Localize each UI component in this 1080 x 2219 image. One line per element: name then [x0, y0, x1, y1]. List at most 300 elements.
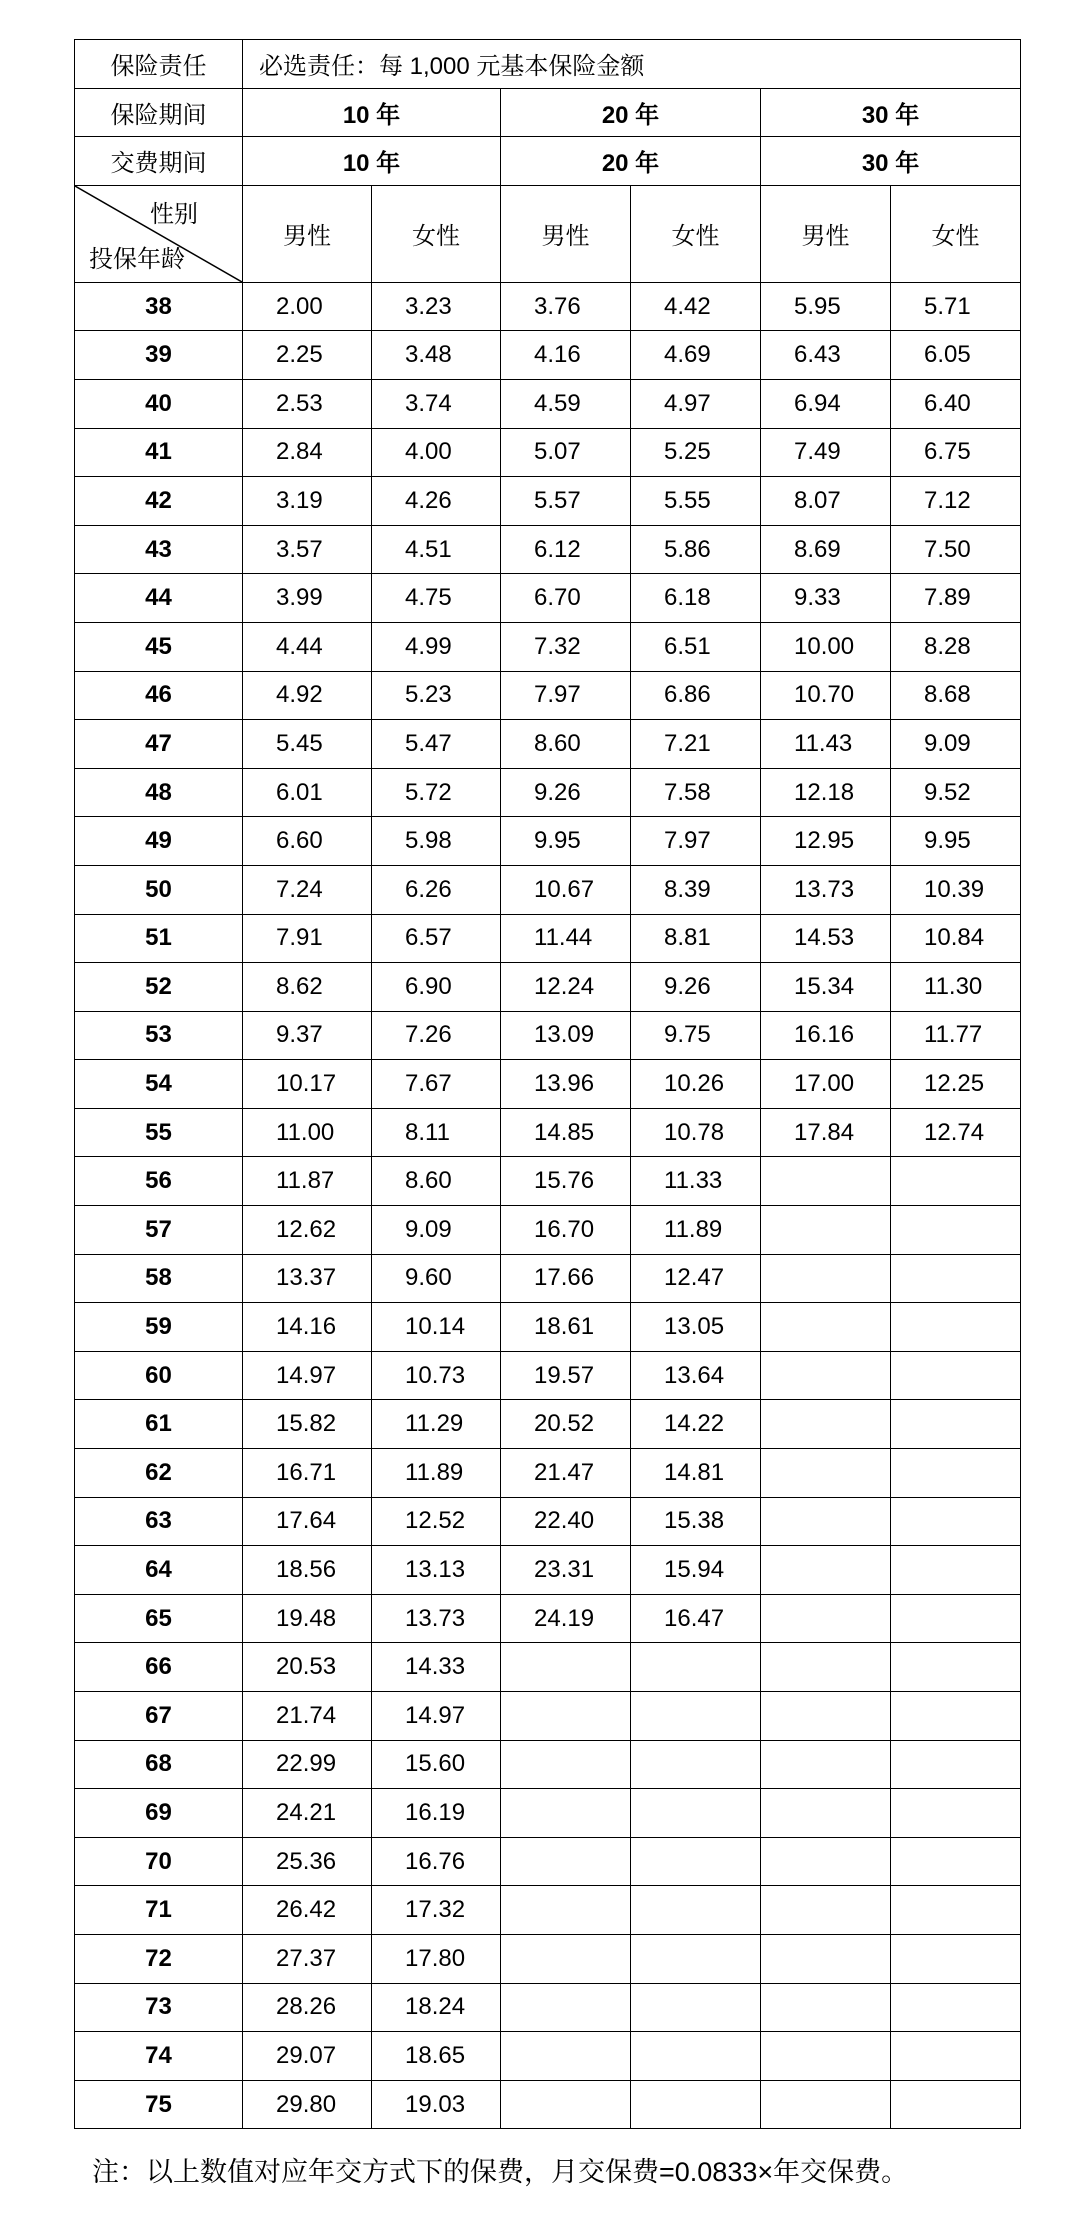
- premium-cell: [891, 1351, 1021, 1400]
- age-cell: 52: [75, 963, 243, 1012]
- coverage-value: 必选责任：每 1,000 元基本保险金额: [243, 40, 1021, 89]
- premium-cell: [631, 1692, 761, 1741]
- age-cell: 68: [75, 1740, 243, 1789]
- age-axis-label: 投保年龄: [89, 245, 185, 273]
- premium-cell: [761, 1546, 891, 1595]
- premium-cell: 6.05: [891, 331, 1021, 380]
- premium-cell: [761, 1643, 891, 1692]
- age-cell: 42: [75, 477, 243, 526]
- premium-cell: 9.75: [631, 1011, 761, 1060]
- premium-cell: [761, 1254, 891, 1303]
- premium-cell: [761, 1351, 891, 1400]
- premium-cell: [501, 1789, 631, 1838]
- premium-cell: 21.47: [501, 1449, 631, 1498]
- age-cell: 64: [75, 1546, 243, 1595]
- premium-cell: 8.60: [501, 720, 631, 769]
- premium-cell: 18.65: [372, 2032, 501, 2081]
- premium-cell: 28.26: [243, 1983, 372, 2032]
- premium-cell: 4.44: [243, 622, 372, 671]
- term-20-header: 20 年: [501, 88, 761, 137]
- premium-cell: [761, 1449, 891, 1498]
- premium-cell: 7.32: [501, 622, 631, 671]
- premium-cell: 9.52: [891, 768, 1021, 817]
- age-cell: 45: [75, 622, 243, 671]
- term-10-header: 10 年: [243, 88, 501, 137]
- premium-cell: 11.44: [501, 914, 631, 963]
- sex-axis-label: 性别: [150, 200, 198, 228]
- premium-cell: 12.74: [891, 1108, 1021, 1157]
- premium-cell: [891, 1497, 1021, 1546]
- table-row: [75, 2032, 1021, 2081]
- premium-cell: [501, 2032, 631, 2081]
- premium-cell: 18.61: [501, 1303, 631, 1352]
- premium-cell: 12.18: [761, 768, 891, 817]
- footnote: 注：以上数值对应年交方式下的保费，月交保费=0.0833×年交保费。: [92, 2157, 909, 2187]
- payment-row: [75, 137, 1021, 186]
- premium-cell: 6.12: [501, 525, 631, 574]
- age-cell: 41: [75, 428, 243, 477]
- premium-cell: 16.71: [243, 1449, 372, 1498]
- age-cell: 75: [75, 2080, 243, 2129]
- premium-cell: 8.69: [761, 525, 891, 574]
- premium-cell: [891, 1546, 1021, 1595]
- table-row: [75, 1060, 1021, 1109]
- premium-cell: 7.50: [891, 525, 1021, 574]
- age-cell: 53: [75, 1011, 243, 1060]
- premium-cell: [631, 1740, 761, 1789]
- premium-cell: [891, 1789, 1021, 1838]
- premium-cell: 5.86: [631, 525, 761, 574]
- premium-cell: [891, 1303, 1021, 1352]
- table-row: [75, 1934, 1021, 1983]
- sex-header-male: 男性: [243, 185, 372, 282]
- premium-cell: [891, 2032, 1021, 2081]
- premium-cell: 26.42: [243, 1886, 372, 1935]
- premium-cell: [761, 1400, 891, 1449]
- premium-cell: 7.91: [243, 914, 372, 963]
- premium-cell: 23.31: [501, 1546, 631, 1595]
- coverage-row: [75, 40, 1021, 89]
- premium-cell: 5.47: [372, 720, 501, 769]
- premium-cell: 5.95: [761, 282, 891, 331]
- premium-cell: 15.38: [631, 1497, 761, 1546]
- table-row: [75, 622, 1021, 671]
- premium-cell: 10.17: [243, 1060, 372, 1109]
- premium-cell: [891, 1206, 1021, 1255]
- age-cell: 57: [75, 1206, 243, 1255]
- premium-rate-table: [74, 39, 1021, 2129]
- premium-cell: 15.82: [243, 1400, 372, 1449]
- premium-cell: [501, 1837, 631, 1886]
- premium-cell: 10.78: [631, 1108, 761, 1157]
- premium-cell: 20.53: [243, 1643, 372, 1692]
- premium-cell: 8.07: [761, 477, 891, 526]
- age-cell: 43: [75, 525, 243, 574]
- premium-cell: 4.16: [501, 331, 631, 380]
- premium-cell: 9.33: [761, 574, 891, 623]
- age-cell: 51: [75, 914, 243, 963]
- age-cell: 56: [75, 1157, 243, 1206]
- premium-cell: 29.80: [243, 2080, 372, 2129]
- premium-cell: [631, 2080, 761, 2129]
- premium-cell: 3.99: [243, 574, 372, 623]
- premium-cell: 16.47: [631, 1594, 761, 1643]
- premium-cell: 11.87: [243, 1157, 372, 1206]
- premium-cell: 8.68: [891, 671, 1021, 720]
- table-row: [75, 1886, 1021, 1935]
- premium-cell: 17.84: [761, 1108, 891, 1157]
- table-row: [75, 428, 1021, 477]
- table-row: [75, 865, 1021, 914]
- premium-cell: 29.07: [243, 2032, 372, 2081]
- premium-cell: 16.19: [372, 1789, 501, 1838]
- premium-cell: [761, 1983, 891, 2032]
- table-row: [75, 963, 1021, 1012]
- table-row: [75, 1303, 1021, 1352]
- sex-row: [75, 185, 1021, 282]
- premium-cell: 14.53: [761, 914, 891, 963]
- premium-cell: [761, 1934, 891, 1983]
- premium-cell: 13.05: [631, 1303, 761, 1352]
- premium-cell: 15.34: [761, 963, 891, 1012]
- premium-cell: 4.69: [631, 331, 761, 380]
- age-cell: 61: [75, 1400, 243, 1449]
- age-cell: 54: [75, 1060, 243, 1109]
- premium-cell: 7.24: [243, 865, 372, 914]
- table-row: [75, 1400, 1021, 1449]
- age-cell: 70: [75, 1837, 243, 1886]
- premium-cell: [631, 1886, 761, 1935]
- premium-cell: 10.84: [891, 914, 1021, 963]
- premium-cell: 9.09: [372, 1206, 501, 1255]
- premium-cell: 10.39: [891, 865, 1021, 914]
- premium-cell: [891, 1983, 1021, 2032]
- premium-cell: [891, 1643, 1021, 1692]
- premium-cell: 9.09: [891, 720, 1021, 769]
- premium-cell: 6.18: [631, 574, 761, 623]
- premium-cell: 5.25: [631, 428, 761, 477]
- age-cell: 39: [75, 331, 243, 380]
- premium-cell: [891, 1157, 1021, 1206]
- premium-cell: 11.30: [891, 963, 1021, 1012]
- premium-cell: 7.67: [372, 1060, 501, 1109]
- term-label: 保险期间: [75, 88, 243, 137]
- premium-cell: 13.13: [372, 1546, 501, 1595]
- premium-cell: [631, 1983, 761, 2032]
- premium-cell: 8.11: [372, 1108, 501, 1157]
- premium-cell: [501, 1886, 631, 1935]
- premium-cell: [761, 1837, 891, 1886]
- table-row: [75, 331, 1021, 380]
- premium-cell: 15.60: [372, 1740, 501, 1789]
- premium-cell: 4.92: [243, 671, 372, 720]
- table-row: [75, 1789, 1021, 1838]
- table-row: [75, 1351, 1021, 1400]
- premium-cell: 2.25: [243, 331, 372, 380]
- premium-cell: 9.95: [891, 817, 1021, 866]
- premium-cell: [501, 1643, 631, 1692]
- premium-cell: 7.49: [761, 428, 891, 477]
- premium-cell: 3.74: [372, 379, 501, 428]
- premium-cell: [891, 1692, 1021, 1741]
- table-row: [75, 720, 1021, 769]
- premium-cell: 4.51: [372, 525, 501, 574]
- premium-cell: 11.89: [372, 1449, 501, 1498]
- table-row: [75, 1157, 1021, 1206]
- table-row: [75, 525, 1021, 574]
- premium-cell: 5.71: [891, 282, 1021, 331]
- premium-cell: 25.36: [243, 1837, 372, 1886]
- premium-cell: 8.39: [631, 865, 761, 914]
- age-cell: 73: [75, 1983, 243, 2032]
- table-row: [75, 2080, 1021, 2129]
- premium-cell: 10.73: [372, 1351, 501, 1400]
- premium-cell: 10.14: [372, 1303, 501, 1352]
- premium-cell: 20.52: [501, 1400, 631, 1449]
- age-cell: 63: [75, 1497, 243, 1546]
- premium-cell: 6.60: [243, 817, 372, 866]
- age-cell: 69: [75, 1789, 243, 1838]
- premium-cell: 12.95: [761, 817, 891, 866]
- table-row: [75, 1497, 1021, 1546]
- table-row: [75, 1594, 1021, 1643]
- age-cell: 38: [75, 282, 243, 331]
- premium-cell: 5.07: [501, 428, 631, 477]
- premium-cell: 11.00: [243, 1108, 372, 1157]
- premium-cell: 10.70: [761, 671, 891, 720]
- premium-cell: 12.25: [891, 1060, 1021, 1109]
- premium-cell: 10.00: [761, 622, 891, 671]
- premium-cell: 2.00: [243, 282, 372, 331]
- table-row: [75, 1837, 1021, 1886]
- premium-cell: 16.76: [372, 1837, 501, 1886]
- premium-cell: 11.77: [891, 1011, 1021, 1060]
- premium-cell: [891, 1934, 1021, 1983]
- premium-cell: 5.23: [372, 671, 501, 720]
- coverage-label: 保险责任: [75, 40, 243, 89]
- premium-cell: 19.57: [501, 1351, 631, 1400]
- premium-cell: 16.16: [761, 1011, 891, 1060]
- premium-cell: 10.67: [501, 865, 631, 914]
- table-row: [75, 1108, 1021, 1157]
- premium-cell: 14.22: [631, 1400, 761, 1449]
- table-row: [75, 574, 1021, 623]
- premium-cell: 9.37: [243, 1011, 372, 1060]
- premium-cell: 3.19: [243, 477, 372, 526]
- premium-cell: 17.00: [761, 1060, 891, 1109]
- premium-cell: 18.24: [372, 1983, 501, 2032]
- premium-cell: 7.26: [372, 1011, 501, 1060]
- premium-cell: [891, 1740, 1021, 1789]
- premium-cell: 8.62: [243, 963, 372, 1012]
- premium-cell: 19.03: [372, 2080, 501, 2129]
- premium-cell: 6.57: [372, 914, 501, 963]
- premium-cell: 24.21: [243, 1789, 372, 1838]
- premium-cell: 4.42: [631, 282, 761, 331]
- age-cell: 50: [75, 865, 243, 914]
- table-row: [75, 1254, 1021, 1303]
- premium-cell: 12.52: [372, 1497, 501, 1546]
- premium-cell: 3.23: [372, 282, 501, 331]
- premium-cell: [891, 1837, 1021, 1886]
- premium-cell: [761, 1157, 891, 1206]
- premium-cell: 4.59: [501, 379, 631, 428]
- premium-cell: 17.32: [372, 1886, 501, 1935]
- premium-cell: [891, 2080, 1021, 2129]
- premium-cell: [761, 1740, 891, 1789]
- premium-cell: [501, 2080, 631, 2129]
- premium-cell: [631, 1837, 761, 1886]
- premium-cell: 9.95: [501, 817, 631, 866]
- table-row: [75, 379, 1021, 428]
- premium-cell: 7.89: [891, 574, 1021, 623]
- premium-cell: 15.76: [501, 1157, 631, 1206]
- premium-cell: 5.98: [372, 817, 501, 866]
- premium-cell: 12.62: [243, 1206, 372, 1255]
- age-cell: 58: [75, 1254, 243, 1303]
- age-cell: 72: [75, 1934, 243, 1983]
- table-row: [75, 1643, 1021, 1692]
- premium-cell: 13.09: [501, 1011, 631, 1060]
- premium-cell: 5.45: [243, 720, 372, 769]
- premium-cell: 7.58: [631, 768, 761, 817]
- premium-cell: 5.72: [372, 768, 501, 817]
- premium-cell: 11.43: [761, 720, 891, 769]
- premium-cell: 5.55: [631, 477, 761, 526]
- premium-cell: 7.21: [631, 720, 761, 769]
- premium-cell: 7.12: [891, 477, 1021, 526]
- premium-cell: 14.33: [372, 1643, 501, 1692]
- premium-cell: 6.43: [761, 331, 891, 380]
- payment-30-header: 30 年: [761, 137, 1021, 186]
- premium-cell: 17.64: [243, 1497, 372, 1546]
- premium-cell: 18.56: [243, 1546, 372, 1595]
- premium-cell: 6.26: [372, 865, 501, 914]
- premium-cell: 5.57: [501, 477, 631, 526]
- premium-cell: 14.85: [501, 1108, 631, 1157]
- age-cell: 59: [75, 1303, 243, 1352]
- term-30-header: 30 年: [761, 88, 1021, 137]
- age-cell: 46: [75, 671, 243, 720]
- age-cell: 55: [75, 1108, 243, 1157]
- premium-cell: 10.26: [631, 1060, 761, 1109]
- premium-cell: [761, 1303, 891, 1352]
- premium-cell: 6.01: [243, 768, 372, 817]
- sex-header-female: 女性: [631, 185, 761, 282]
- table-row: [75, 477, 1021, 526]
- premium-cell: 6.75: [891, 428, 1021, 477]
- table-row: [75, 817, 1021, 866]
- premium-cell: 16.70: [501, 1206, 631, 1255]
- age-cell: 60: [75, 1351, 243, 1400]
- premium-cell: 4.75: [372, 574, 501, 623]
- premium-cell: [761, 1594, 891, 1643]
- premium-cell: [501, 1983, 631, 2032]
- premium-cell: 14.81: [631, 1449, 761, 1498]
- premium-cell: 8.81: [631, 914, 761, 963]
- premium-cell: 13.37: [243, 1254, 372, 1303]
- premium-cell: 3.57: [243, 525, 372, 574]
- premium-cell: 13.73: [761, 865, 891, 914]
- table-row: [75, 768, 1021, 817]
- premium-cell: 13.96: [501, 1060, 631, 1109]
- premium-cell: 15.94: [631, 1546, 761, 1595]
- premium-cell: 24.19: [501, 1594, 631, 1643]
- age-cell: 74: [75, 2032, 243, 2081]
- table-row: [75, 1449, 1021, 1498]
- premium-cell: [761, 1886, 891, 1935]
- premium-cell: 14.16: [243, 1303, 372, 1352]
- premium-cell: 17.80: [372, 1934, 501, 1983]
- premium-cell: 9.26: [631, 963, 761, 1012]
- premium-cell: 22.40: [501, 1497, 631, 1546]
- premium-cell: 22.99: [243, 1740, 372, 1789]
- age-cell: 49: [75, 817, 243, 866]
- premium-cell: 9.26: [501, 768, 631, 817]
- premium-cell: 11.33: [631, 1157, 761, 1206]
- premium-cell: [501, 1740, 631, 1789]
- premium-cell: 4.00: [372, 428, 501, 477]
- table-row: [75, 282, 1021, 331]
- premium-cell: [631, 1934, 761, 1983]
- premium-cell: [891, 1886, 1021, 1935]
- premium-cell: [891, 1254, 1021, 1303]
- premium-cell: 7.97: [631, 817, 761, 866]
- premium-cell: 6.86: [631, 671, 761, 720]
- premium-cell: [891, 1400, 1021, 1449]
- premium-cell: [891, 1449, 1021, 1498]
- age-cell: 65: [75, 1594, 243, 1643]
- premium-cell: 3.48: [372, 331, 501, 380]
- premium-cell: 3.76: [501, 282, 631, 331]
- age-cell: 67: [75, 1692, 243, 1741]
- age-cell: 44: [75, 574, 243, 623]
- premium-cell: 8.60: [372, 1157, 501, 1206]
- premium-cell: [761, 1206, 891, 1255]
- premium-cell: [631, 2032, 761, 2081]
- table-row: [75, 1206, 1021, 1255]
- premium-cell: 2.84: [243, 428, 372, 477]
- table-row: [75, 671, 1021, 720]
- payment-10-header: 10 年: [243, 137, 501, 186]
- premium-cell: 14.97: [243, 1351, 372, 1400]
- sex-header-female: 女性: [891, 185, 1021, 282]
- premium-cell: 6.70: [501, 574, 631, 623]
- payment-label: 交费期间: [75, 137, 243, 186]
- premium-cell: 8.28: [891, 622, 1021, 671]
- table-row: [75, 1011, 1021, 1060]
- premium-cell: 14.97: [372, 1692, 501, 1741]
- age-cell: 47: [75, 720, 243, 769]
- age-cell: 40: [75, 379, 243, 428]
- payment-20-header: 20 年: [501, 137, 761, 186]
- premium-cell: 7.97: [501, 671, 631, 720]
- premium-cell: [761, 1789, 891, 1838]
- age-cell: 48: [75, 768, 243, 817]
- premium-cell: [761, 1497, 891, 1546]
- table-row: [75, 1983, 1021, 2032]
- table-row: [75, 1692, 1021, 1741]
- table-row: [75, 914, 1021, 963]
- table-row: [75, 1546, 1021, 1595]
- table-row: [75, 1740, 1021, 1789]
- age-cell: 62: [75, 1449, 243, 1498]
- premium-cell: [761, 1692, 891, 1741]
- premium-cell: 21.74: [243, 1692, 372, 1741]
- sex-header-male: 男性: [501, 185, 631, 282]
- premium-cell: 11.89: [631, 1206, 761, 1255]
- premium-cell: [631, 1643, 761, 1692]
